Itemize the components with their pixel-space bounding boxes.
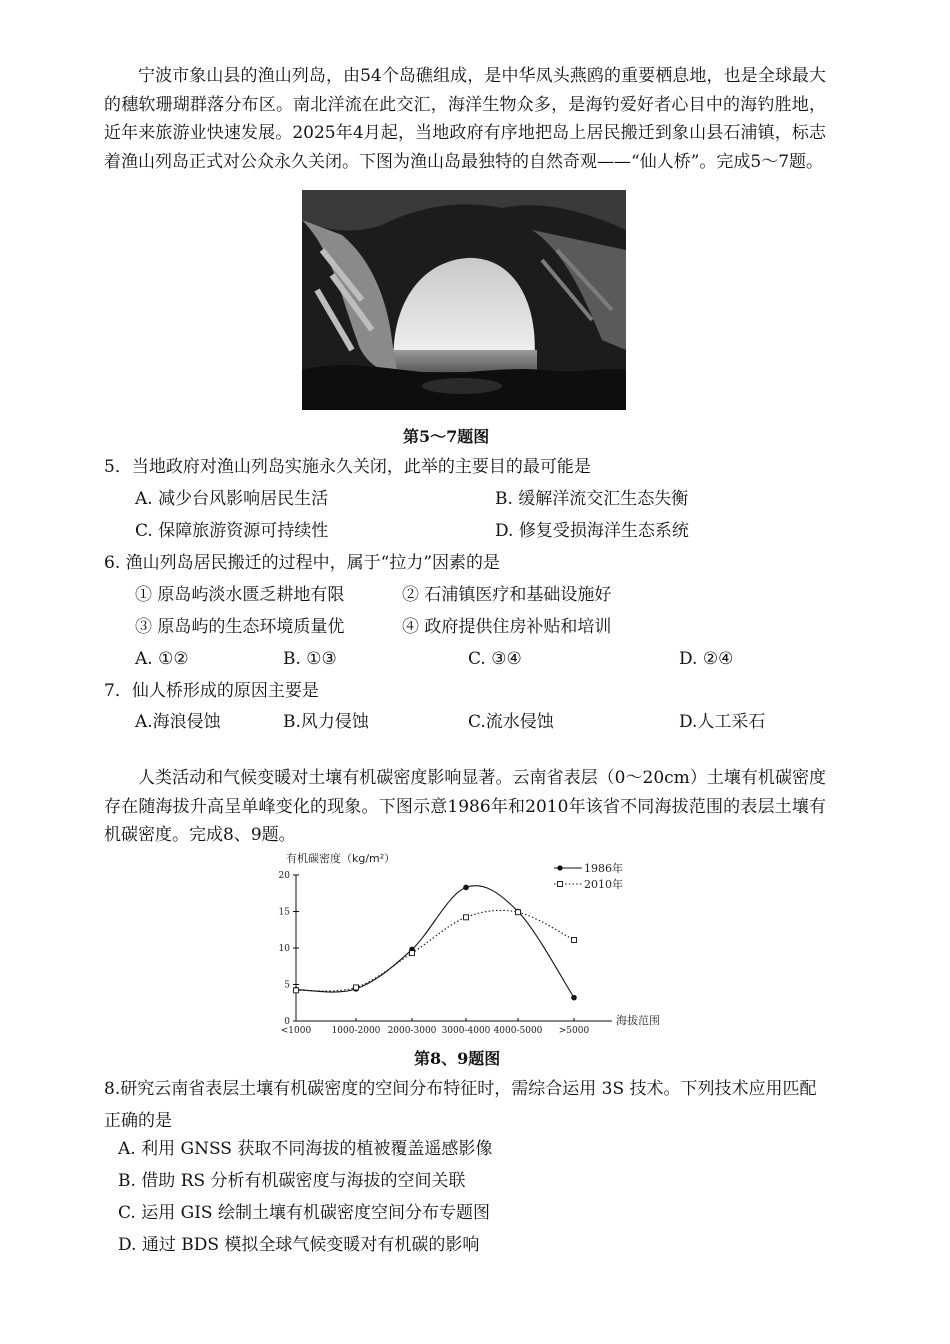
question-6-statement-1: ① 原岛屿淡水匮乏耕地有限 xyxy=(135,585,345,605)
question-8-stem: 8.研究云南省表层土壤有机碳密度的空间分布特征时，需综合运用 3S 技术。下列技术应用匹配正确的是 xyxy=(104,1079,817,1131)
question-6-option-d: D. ②④ xyxy=(679,649,734,669)
passage-2: 人类活动和气候变暖对土壤有机碳密度影响显著。云南省表层（0～20cm）土壤有机碳密度存在随海拔升高呈单峰变化的现象。下图示意1986年和2010年该省不同海拔范围的表层土壤有机碳密度。完成8、9题。 xyxy=(104,768,826,845)
x-tick-label: <1000 xyxy=(280,1026,312,1036)
question-6-statement-2: ② 石浦镇医疗和基础设施好 xyxy=(402,585,612,605)
legend-label: 2010年 xyxy=(584,878,623,891)
passage-1: 宁波市象山县的渔山列岛，由54个岛礁组成，是中华凤头燕鸥的重要栖息地，也是全球最大的穗软珊瑚群落分布区。南北洋流在此交汇，海洋生物众多，是海钓爱好者心目中的海钓胜地，近年来旅游业快速发展。2025年4月起，当地政府有序地把岛上居民搬迁到象山县石浦镇，标志着渔山列岛正式对公众永久关闭。下图为渔山岛最独特的自然奇观——“仙人桥”。完成5～7题。 xyxy=(104,66,826,172)
question-7-stem: 7．仙人桥形成的原因主要是 xyxy=(104,681,319,701)
question-5-option-d: D. 修复受损海洋生态系统 xyxy=(495,521,689,541)
y-tick-label: 10 xyxy=(278,944,290,954)
chart-axes xyxy=(296,875,612,1021)
x-tick-label: 1000-2000 xyxy=(331,1026,381,1036)
chart-y-axis-label: 有机碳密度（kg/m²） xyxy=(286,852,396,865)
question-6-option-b: B. ①③ xyxy=(283,649,337,669)
chart-x-axis-label: 海拔范围 xyxy=(616,1014,660,1027)
question-8-option-c: C. 运用 GIS 绘制土壤有机碳密度空间分布专题图 xyxy=(118,1203,490,1223)
question-5-option-a: A. 减少台风影响居民生活 xyxy=(135,489,329,509)
question-6-option-c: C. ③④ xyxy=(468,649,522,669)
question-8-option-d: D. 通过 BDS 模拟全球气候变暖对有机碳的影响 xyxy=(118,1235,480,1255)
y-tick-label: 5 xyxy=(284,980,290,991)
question-5-option-b: B. 缓解洋流交汇生态失衡 xyxy=(495,489,689,509)
question-6-statement-3: ③ 原岛屿的生态环境质量优 xyxy=(135,617,345,637)
series-line-2 xyxy=(296,910,574,991)
question-7-option-c: C.流水侵蚀 xyxy=(468,712,554,732)
question-8-option-b: B. 借助 RS 分析有机碳密度与海拔的空间关联 xyxy=(118,1171,466,1191)
question-7-option-b: B.风力侵蚀 xyxy=(283,712,369,732)
data-point xyxy=(516,910,521,915)
x-tick-label: >5000 xyxy=(558,1026,590,1036)
chart-series xyxy=(293,885,577,1001)
data-point xyxy=(572,937,577,942)
data-point xyxy=(410,951,415,956)
x-tick-label: 4000-5000 xyxy=(493,1026,543,1036)
question-7-option-a: A.海浪侵蚀 xyxy=(135,712,221,732)
figure-1-caption: 第5～7题图 xyxy=(403,427,490,446)
sea-arch-photo xyxy=(302,190,626,410)
x-tick-label: 2000-3000 xyxy=(387,1026,437,1036)
question-6-stem: 6. 渔山列岛居民搬迁的过程中，属于“拉力”因素的是 xyxy=(104,553,501,573)
question-6-option-a: A. ①② xyxy=(135,649,189,669)
question-7-option-d: D.人工采石 xyxy=(679,712,766,732)
data-point xyxy=(354,985,359,990)
y-tick-label: 20 xyxy=(278,871,290,881)
legend-marker xyxy=(558,882,563,887)
soil-carbon-chart xyxy=(262,848,662,1038)
series-line-1 xyxy=(296,886,574,998)
question-6-statement-4: ④ 政府提供住房补贴和培训 xyxy=(402,617,612,637)
x-tick-label: 3000-4000 xyxy=(441,1026,491,1036)
y-tick-label: 0 xyxy=(284,1017,290,1027)
question-5-option-c: C. 保障旅游资源可持续性 xyxy=(135,521,329,541)
data-point xyxy=(571,995,577,1001)
figure-2-caption: 第8、9题图 xyxy=(414,1049,501,1068)
data-point xyxy=(464,915,469,920)
data-point xyxy=(463,885,469,891)
y-tick-label: 15 xyxy=(278,907,290,918)
data-point xyxy=(294,988,299,993)
legend-marker xyxy=(557,865,562,870)
question-5-stem: 5．当地政府对渔山列岛实施永久关闭，此举的主要目的最可能是 xyxy=(104,457,591,477)
legend-label: 1986年 xyxy=(584,862,623,875)
chart-legend xyxy=(554,861,623,891)
question-8-option-a: A. 利用 GNSS 获取不同海拔的植被覆盖遥感影像 xyxy=(118,1139,493,1159)
